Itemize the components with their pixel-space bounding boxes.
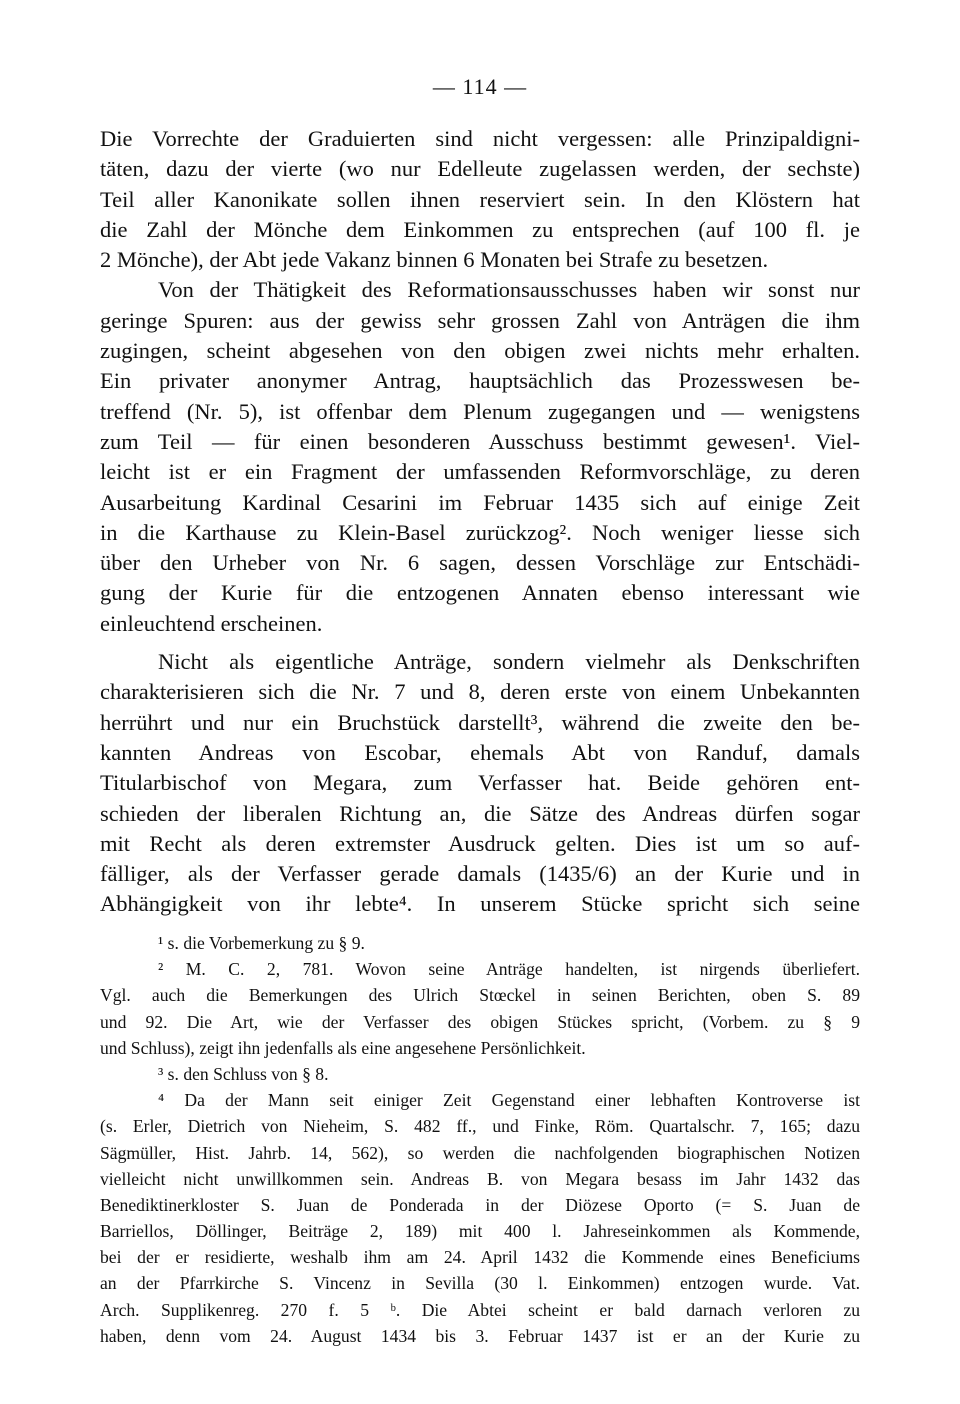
paragraph-gap [100, 639, 860, 647]
text-line: Abhängigkeit von ihr lebte⁴. In unserem Stücke spricht sich seine [100, 891, 860, 917]
footnote-line: Arch. Supplikenreg. 270 f. 5 ᵇ. Die Abtei scheint er bald darnach verloren zu [100, 1299, 860, 1320]
footnotes [100, 930, 860, 1349]
text-line: zugingen, scheint abgesehen von den obigen zwei nichts mehr erhalten. [100, 338, 860, 364]
text-line: fälliger, als der Verfasser gerade damals (1435/6) an der Kurie und in [100, 861, 860, 887]
text-line: herrührt und nur ein Bruchstück darstellt³, während die zweite den be- [100, 709, 860, 735]
text-line: zum Teil — für einen besonderen Ausschuss bestimmt gewesen¹. Viel- [100, 428, 860, 454]
footnote-line: ² M. C. 2, 781. Wovon seine Anträge handelten, ist nirgends überliefert. [158, 959, 860, 980]
text-line: Titularbischof von Megara, zum Verfasser hat. Beide gehören ent- [100, 770, 860, 796]
footnote-line: ¹ s. die Vorbemerkung zu § 9. [158, 933, 365, 953]
footnote-line: und Schluss), zeigt ihn jedenfalls als eine angesehene Persönlichkeit. [100, 1037, 586, 1058]
text-line: die Zahl der Mönche dem Einkommen zu entsprechen (auf 100 fl. je [100, 216, 860, 242]
footnote-line: Benediktinerkloster S. Juan de Ponderada in der Diözese Oporto (= S. Juan de [100, 1194, 860, 1215]
text-line: treffend (Nr. 5), ist offenbar dem Plenum zugegangen und — wenigstens [100, 398, 860, 424]
text-line: Teil aller Kanonikate sollen ihnen reserviert sein. In den Klöstern hat [100, 186, 860, 212]
text-line: Die Vorrechte der Graduierten sind nicht vergessen: alle Prinzipaldigni- [100, 126, 860, 151]
footnote-line: Vgl. auch die Bemerkungen des Ulrich Stœckel in seinen Berichten, oben S. 89 [100, 985, 860, 1006]
footnote-line: ³ s. den Schluss von § 8. [158, 1063, 329, 1084]
text-line: gung der Kurie für die entzogenen Annaten ebenso interessant wie [100, 580, 860, 606]
text-line: Ausarbeitung Kardinal Cesarini im Februar 1435 sich auf einige Zeit [100, 489, 860, 515]
main-text [100, 124, 860, 920]
text-line: Nicht als eigentliche Anträge, sondern vielmehr als Denkschriften [158, 649, 860, 675]
text-line: einleuchtend erscheinen. [100, 610, 323, 636]
text-line: 2 Mönche), der Abt jede Vakanz binnen 6 Monaten bei Strafe zu besetzen. [100, 247, 769, 273]
footnote-line: an der Pfarrkirche S. Vincenz in Sevilla (30 l. Einkommen) entzogen wurde. Vat. [100, 1273, 860, 1294]
text-line: Von der Thätigkeit des Reformationsausschusses haben wir sonst nur [158, 277, 860, 303]
footnote-line: ⁴ Da der Mann seit einiger Zeit Gegenstand einer lebhaften Kontroverse ist [158, 1090, 860, 1111]
text-line: charakterisieren sich die Nr. 7 und 8, deren erste von einem Unbekannten [100, 679, 860, 705]
text-line: leicht ist er ein Fragment der umfassenden Reformvorschläge, zu deren [100, 459, 860, 485]
footnote-line: (s. Erler, Dietrich von Nieheim, S. 482 ff., und Finke, Röm. Quartalschr. 7, 165; dazu [100, 1116, 860, 1137]
footnote-line: haben, denn vom 24. August 1434 bis 3. Februar 1437 ist er an der Kurie zu [100, 1325, 860, 1346]
text-line: über den Urheber von Nr. 6 sagen, dessen Vorschläge zur Entschädi- [100, 550, 860, 576]
text-line: Ein privater anonymer Antrag, hauptsächlich das Prozesswesen be- [100, 368, 860, 394]
footnote-line: Sägmüller, Hist. Jahrb. 14, 562), so werden die nachfolgenden biographischen Notizen [100, 1142, 860, 1163]
footnote-line: Barriellos, Döllinger, Beiträge 2, 189) mit 400 l. Jahreseinkommen als Kommende, [100, 1221, 860, 1242]
page-number: — 114 — [432, 74, 528, 99]
text-line: mit Recht als deren extremster Ausdruck gelten. Dies ist um so auf- [100, 830, 860, 856]
text-line: täten, dazu der vierte (wo nur Edelleute zugelassen werden, der sechste) [100, 156, 860, 182]
text-line: schieden der liberalen Richtung an, die Sätze des Andreas dürfen sogar [100, 800, 860, 826]
footnote-line: und 92. Die Art, wie der Verfasser des obigen Stückes spricht, (Vorbem. zu § 9 [100, 1011, 860, 1032]
footnote-line: bei der er residierte, weshalb ihm am 24. April 1432 die Kommende eines Beneficiums [100, 1247, 860, 1268]
text-line: in die Karthause zu Klein-Basel zurückzog². Noch weniger liesse sich [100, 519, 860, 545]
text-line: geringe Spuren: aus der gewiss sehr grossen Zahl von Anträgen die ihm [100, 307, 860, 333]
text-line: kannten Andreas von Escobar, ehemals Abt von Randuf, damals [100, 739, 860, 765]
footnote-line: vielleicht nicht unwillkommen sein. Andreas B. von Megara besass im Jahr 1432 das [100, 1168, 860, 1189]
